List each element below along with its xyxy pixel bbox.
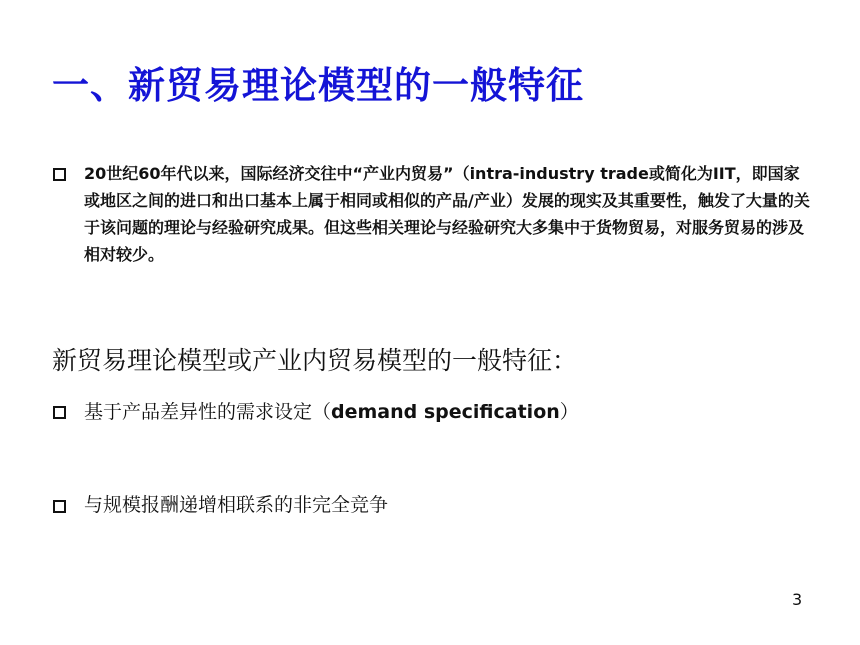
feature-text-end: ） bbox=[559, 401, 579, 423]
feature-english-term: demand specification bbox=[331, 401, 560, 423]
feature-text: 与规模报酬递增相联系的非完全竞争 bbox=[84, 494, 389, 516]
feature-item bbox=[84, 399, 579, 425]
hollow-square-bullet-icon bbox=[53, 500, 66, 513]
feature-item bbox=[84, 492, 388, 518]
slide-title: 一、新贸易理论模型的一般特征 bbox=[52, 64, 584, 107]
features-heading: 新贸易理论模型或产业内贸易模型的一般特征： bbox=[52, 346, 578, 375]
intro-paragraph: 20世纪60年代以来，国际经济交往中“产业内贸易”（intra-industry trade或简化为IIT，即国家或地区之间的进口和出口基本上属于相同或相似的产品/产业）发展的现实及其重要性，触发了大量的关于该问题的理论与经验研究成果。但这些相关理论与经验研究大多集中于货物贸易，对服务贸易的涉及相对较少。 bbox=[84, 164, 810, 264]
hollow-square-bullet-icon bbox=[53, 406, 66, 419]
hollow-square-bullet-icon bbox=[53, 168, 66, 181]
page-number: 3 bbox=[792, 590, 803, 609]
feature-text: 基于产品差异性的需求设定（ bbox=[84, 401, 332, 423]
